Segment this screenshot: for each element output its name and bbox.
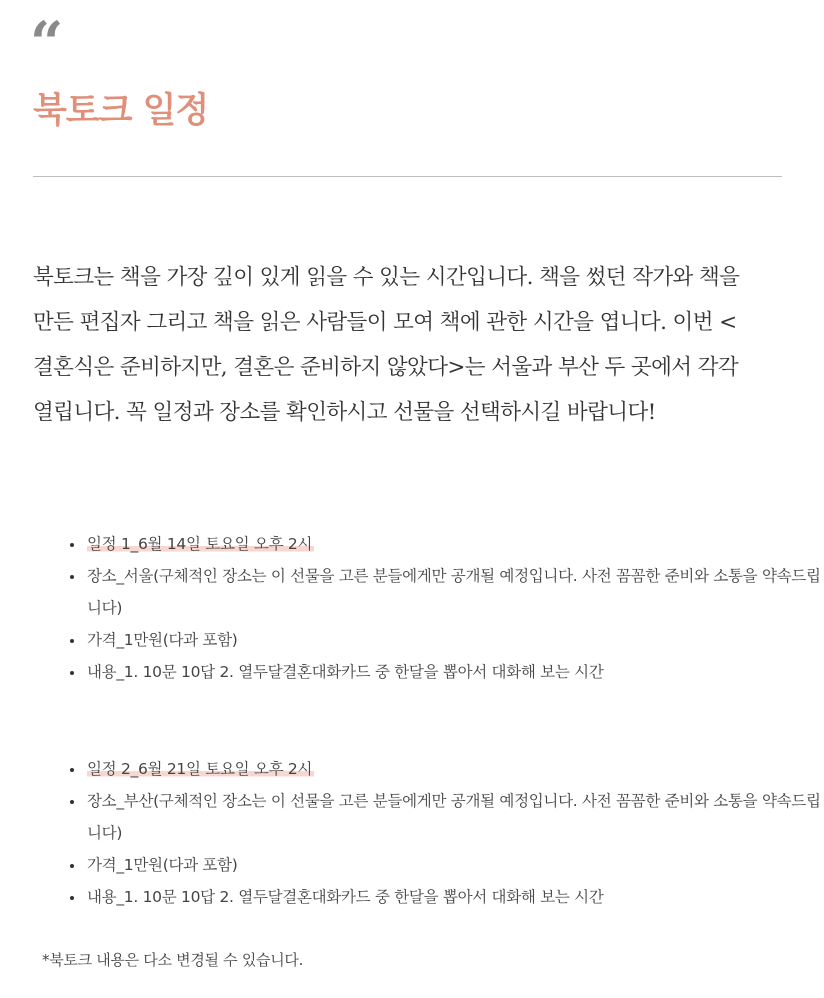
- schedule-price: • 가격_1만원(다과 포함): [85, 624, 824, 656]
- schedule-content: • 내용_1. 10문 10답 2. 열두달결혼대화카드 중 한달을 뽑아서 대화해 보는 시간: [85, 881, 824, 913]
- quote-icon: “: [30, 9, 60, 77]
- schedule-content: • 내용_1. 10문 10답 2. 열두달결혼대화카드 중 한달을 뽑아서 대화해 보는 시간: [85, 656, 824, 688]
- schedule-date-item: [85, 528, 824, 560]
- divider: [33, 176, 782, 177]
- schedule-place: • 장소_서울(구체적인 장소는 이 선물을 고른 분들에게만 공개될 예정입니다. 사전 꼼꼼한 준비와 소통을 약속드립니다): [85, 560, 824, 624]
- schedule-place: • 장소_부산(구체적인 장소는 이 선물을 고른 분들에게만 공개될 예정입니다. 사전 꼼꼼한 준비와 소통을 약속드립니다): [85, 785, 824, 849]
- intro-paragraph: 북토크는 책을 가장 깊이 있게 읽을 수 있는 시간입니다. 책을 썼던 작가와 책을 만든 편집자 그리고 책을 읽은 사람들이 모여 책에 관한 시간을 엽니다. 이번 <결혼식은 준비하지만, 결혼은 준비하지 않았다>는 서울과 부산 두 곳에서 각각 열립니다. 꼭 일정과 장소를 확인하시고 선물을 선택하시길 바랍니다!: [33, 265, 740, 425]
- schedule-list-2: [33, 753, 824, 913]
- schedule-date-item: [85, 753, 824, 785]
- schedule-list-1: [33, 528, 824, 688]
- footnote: *북토크 내용은 다소 변경될 수 있습니다.: [42, 951, 304, 969]
- section-title: 북토크 일정: [33, 91, 209, 131]
- schedule-price: • 가격_1만원(다과 포함): [85, 849, 824, 881]
- schedule-date: 일정 1_6월 14일 토요일 오후 2시: [87, 535, 313, 553]
- schedule-date: 일정 2_6월 21일 토요일 오후 2시: [87, 760, 313, 778]
